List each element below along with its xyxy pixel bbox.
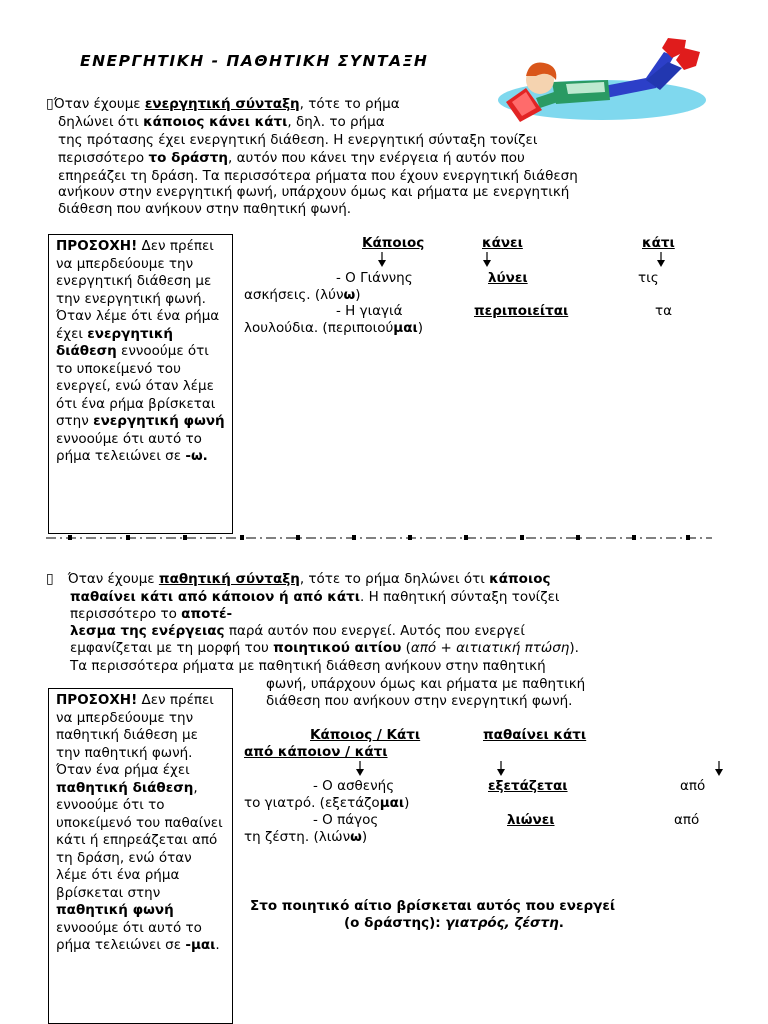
passive-intro-line-4 xyxy=(70,623,525,640)
passive-intro-line-3 xyxy=(70,606,232,623)
text-bold: ενεργητική φωνή xyxy=(93,413,225,429)
text: εμφανίζεται με τη μορφή του xyxy=(70,640,274,656)
schema-header-something: κάτι xyxy=(642,235,675,251)
down-arrow-icon xyxy=(714,761,724,777)
ending-bold: μαι xyxy=(379,795,405,811)
active-intro-line-6: ανήκουν στην ενεργητική φωνή, υπάρχουν όμως και ρήματα με ενεργητική xyxy=(58,184,570,200)
page-title: ΕΝΕΡΓΗΤΙΚΗ - ΠΑΘΗΤΙΚΗ ΣΥΝΤΑΞΗ xyxy=(80,52,429,70)
passive-intro-line-7: φωνή, υπάρχουν όμως και ρήματα με παθητική xyxy=(266,676,586,692)
text: παρά αυτόν που ενεργεί. Αυτός που ενεργεί xyxy=(224,623,525,639)
active-intro-line-4 xyxy=(58,150,525,167)
text-bold: -μαι xyxy=(185,937,216,953)
agent-conclusion-line-2 xyxy=(344,915,564,932)
passive-intro-line-5 xyxy=(70,640,579,657)
term-active-syntax: ενεργητική σύνταξη xyxy=(144,96,300,112)
agent-conclusion-line-1: Στο ποιητικό αίτιο βρίσκεται αυτός που ενεργεί xyxy=(250,898,616,914)
text-bold: παθαίνει κάτι από κάποιον ή από κάτι xyxy=(70,589,361,605)
active-intro-line-1 xyxy=(46,96,400,113)
ending-bold: μαι xyxy=(393,320,418,336)
text: τη ζέστη. (λιών xyxy=(244,829,351,845)
text: εννοούμε ότι αυτό το ρήμα τελειώνει σε xyxy=(56,430,202,464)
text-bold: ενεργητική διάθεση xyxy=(56,325,174,359)
example-subject: - Η γιαγιά xyxy=(336,303,403,319)
text-bold: παθητική διάθεση xyxy=(56,779,194,796)
text: λουλούδια. (περιποιού xyxy=(244,320,394,336)
section-divider xyxy=(46,532,712,544)
text-bold: -ω. xyxy=(185,448,208,464)
down-arrow-icon xyxy=(656,252,666,268)
example-verb: εξετάζεται xyxy=(488,778,568,794)
schema-header-does: κάνει xyxy=(482,235,523,251)
passive-intro-line-2 xyxy=(70,589,559,606)
example-verb: λύνει xyxy=(488,270,528,286)
example-agent xyxy=(244,795,409,812)
down-arrow-icon xyxy=(496,761,506,777)
schema-header-someone-something: Κάποιος / Κάτι xyxy=(310,727,421,743)
text: Όταν έχουμε xyxy=(53,96,145,112)
example-verb: λιώνει xyxy=(507,812,555,828)
text: Δεν πρέπει να μπερδεύουμε την ενεργητική διάθεση με την ενεργητική φωνή. Όταν λέμε ότι ένα ρήμα έχει xyxy=(56,238,220,342)
example-agent-preposition: από xyxy=(674,812,700,828)
example-subject: - Ο Γιάννης xyxy=(336,270,413,286)
text: ). xyxy=(569,640,579,656)
text: το γιατρό. (εξετάζο xyxy=(244,795,380,811)
text: ασκήσεις. (λύν xyxy=(244,287,344,303)
example-subject: - Ο πάγος xyxy=(313,812,379,828)
text-bold: λεσμα της ενέργειας xyxy=(70,623,225,639)
reading-child-illustration xyxy=(496,18,708,122)
schema-header-by-someone: από κάποιον / κάτι xyxy=(244,744,388,760)
text-bold: αποτέ- xyxy=(181,606,233,622)
text-bold: . xyxy=(558,915,564,931)
text: περισσότερο xyxy=(58,150,149,166)
note-label: ΠΡΟΣΟΧΗ! xyxy=(56,692,138,708)
schema-header-someone: Κάποιος xyxy=(362,235,425,251)
text: Δεν πρέπει να μπερδεύουμε την παθητική διάθεση με την παθητική φωνή. Όταν ένα ρήμα έχει xyxy=(56,692,214,778)
text: εννοούμε ότι το υποκείμενό του ενεργεί, ενώ όταν λέμε ότι ένα ρήμα βρίσκεται στην xyxy=(56,343,216,429)
text: Όταν έχουμε xyxy=(67,571,159,587)
text-italic: από + αιτιατική πτώση xyxy=(410,640,570,656)
ending-bold: ω xyxy=(350,829,362,845)
down-arrow-icon xyxy=(355,761,365,777)
note-label: ΠΡΟΣΟΧΗ! xyxy=(56,238,138,254)
active-intro-line-7: διάθεση που ανήκουν στην παθητική φωνή. xyxy=(58,201,352,217)
text: , τότε το ρήμα δηλώνει ότι xyxy=(299,571,490,587)
passive-intro-line-6: Τα περισσότερα ρήματα με παθητική διάθεση ανήκουν στην παθητική xyxy=(70,658,546,674)
text: ) xyxy=(355,287,361,303)
attention-note-passive xyxy=(48,688,233,1024)
text-bold-italic: γιατρός, ζέστη xyxy=(445,915,559,931)
text: εννοούμε ότι αυτό το ρήμα τελειώνει σε xyxy=(56,919,202,953)
text: , αυτόν που κάνει την ενέργεια ή αυτόν που xyxy=(228,150,525,166)
schema-header-suffers: παθαίνει κάτι xyxy=(483,727,587,743)
text: , τότε το ρήμα xyxy=(299,96,400,112)
example-object-article: τις xyxy=(638,270,659,286)
text-bold: το δράστη xyxy=(148,150,229,166)
example-subject: - Ο ασθενής xyxy=(313,778,395,794)
passive-intro-line-8: διάθεση που ανήκουν στην ενεργητική φωνή. xyxy=(266,693,573,709)
text: ( xyxy=(401,640,411,656)
text-bold: ποιητικού αιτίου xyxy=(273,640,402,656)
ending-bold: ω xyxy=(343,287,356,303)
text: . xyxy=(215,937,220,953)
text-bold: παθητική φωνή xyxy=(56,902,174,918)
down-arrow-icon xyxy=(482,252,492,268)
term-passive-syntax: παθητική σύνταξη xyxy=(158,571,300,587)
bullet-icon: ▯ xyxy=(46,96,54,112)
example-object xyxy=(244,320,423,337)
example-object xyxy=(244,287,361,304)
text: ) xyxy=(404,795,410,811)
example-object-article: τα xyxy=(655,303,673,319)
text: , δηλ. το ρήμα xyxy=(287,114,385,130)
active-intro-line-3: της πρότασης έχει ενεργητική διάθεση. Η ενεργητική σύνταξη τονίζει xyxy=(58,132,538,148)
active-intro-line-5: επηρεάζει τη δράση. Τα περισσότερα ρήματα που έχουν ενεργητική διάθεση xyxy=(58,168,578,184)
bullet-icon: ▯ xyxy=(46,571,54,587)
text: ) xyxy=(417,320,424,336)
passive-intro-line-1 xyxy=(46,571,551,588)
example-verb: περιποιείται xyxy=(474,303,569,319)
text: ) xyxy=(361,829,368,845)
text: . Η παθητική σύνταξη τονίζει xyxy=(360,589,560,605)
text: δηλώνει ότι xyxy=(58,114,144,130)
text-bold: κάποιος κάνει κάτι xyxy=(143,114,288,130)
text-bold: (ο δράστης): xyxy=(344,915,446,931)
active-intro-line-2 xyxy=(58,114,385,131)
example-agent xyxy=(244,829,367,846)
text: περισσότερο το xyxy=(70,606,182,622)
attention-note-active xyxy=(48,234,233,534)
down-arrow-icon xyxy=(377,252,387,268)
text: , εννοούμε ότι το υποκείμενό του παθαίνει κάτι ή επηρεάζεται από τη δράση, ενώ όταν λέμε ότι ένα ρήμα βρίσκεται στην xyxy=(56,779,223,901)
text-bold: κάποιος xyxy=(489,571,551,587)
example-agent-preposition: από xyxy=(680,778,706,794)
